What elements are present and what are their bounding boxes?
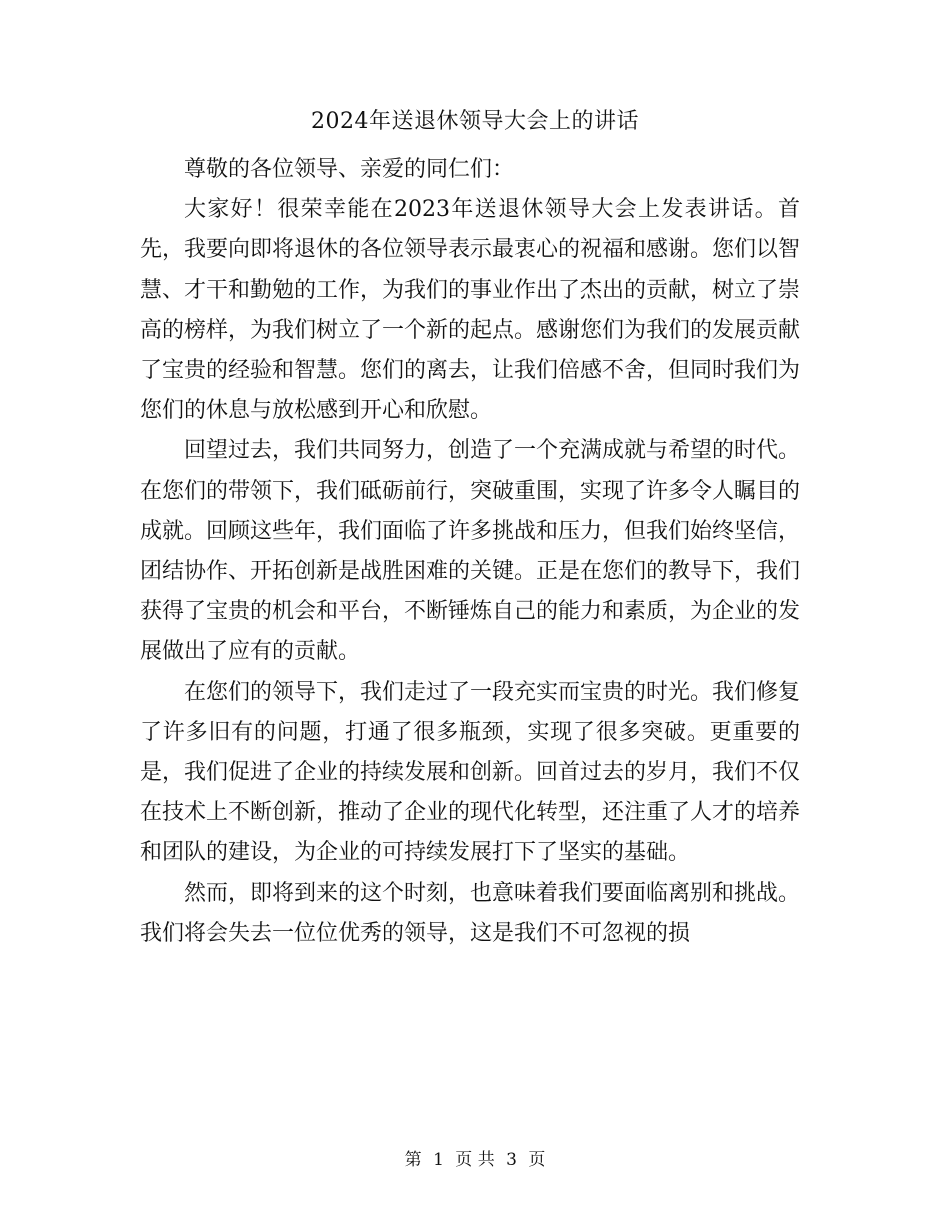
- document-body: [140, 150, 800, 954]
- salutation-paragraph: 尊敬的各位领导、亲爱的同仁们：: [184, 157, 515, 182]
- footer-suffix: 页: [528, 1150, 546, 1170]
- body-paragraph-2: 回望过去，我们共同努力，创造了一个充满成就与希望的时代。在您们的带领下，我们砥砺前行，突破重围，实现了许多令人瞩目的成就。回顾这些年，我们面临了许多挑战和压力，但我们始终坚信，团结协作、开拓创新是战胜困难的关键。正是在您们的教导下，我们获得了宝贵的机会和平台，不断锤炼自己的能力和素质，为企业的发展做出了应有的贡献。: [140, 438, 801, 665]
- footer-middle: 页 共: [455, 1150, 495, 1170]
- page-footer: [0, 1147, 950, 1173]
- footer-prefix: 第: [404, 1150, 422, 1170]
- body-paragraph-4: 然而，即将到来的这个时刻，也意味着我们要面临离别和挑战。我们将会失去一位位优秀的领导，这是我们不可忽视的损: [140, 880, 801, 946]
- body-paragraph-1: 大家好！很荣幸能在2023年送退休领导大会上发表讲话。首先，我要向即将退休的各位领导表示最衷心的祝福和感谢。您们以智慧、才干和勤勉的工作，为我们的事业作出了杰出的贡献，树立了崇高的榜样，为我们树立了一个新的起点。感谢您们为我们的发展贡献了宝贵的经验和智慧。您们的离去，让我们倍感不舍，但同时我们为您们的休息与放松感到开心和欣慰。: [140, 197, 801, 424]
- total-pages-number: 3: [506, 1150, 517, 1170]
- current-page-number: 1: [433, 1150, 444, 1170]
- document-title: 2024年送退休领导大会上的讲话: [311, 109, 639, 134]
- body-paragraph-3: 在您们的领导下，我们走过了一段充实而宝贵的时光。我们修复了许多旧有的问题，打通了很多瓶颈，实现了很多突破。更重要的是，我们促进了企业的持续发展和创新。回首过去的岁月，我们不仅在技术上不断创新，推动了企业的现代化转型，还注重了人才的培养和团队的建设，为企业的可持续发展打下了坚实的基础。: [140, 679, 801, 866]
